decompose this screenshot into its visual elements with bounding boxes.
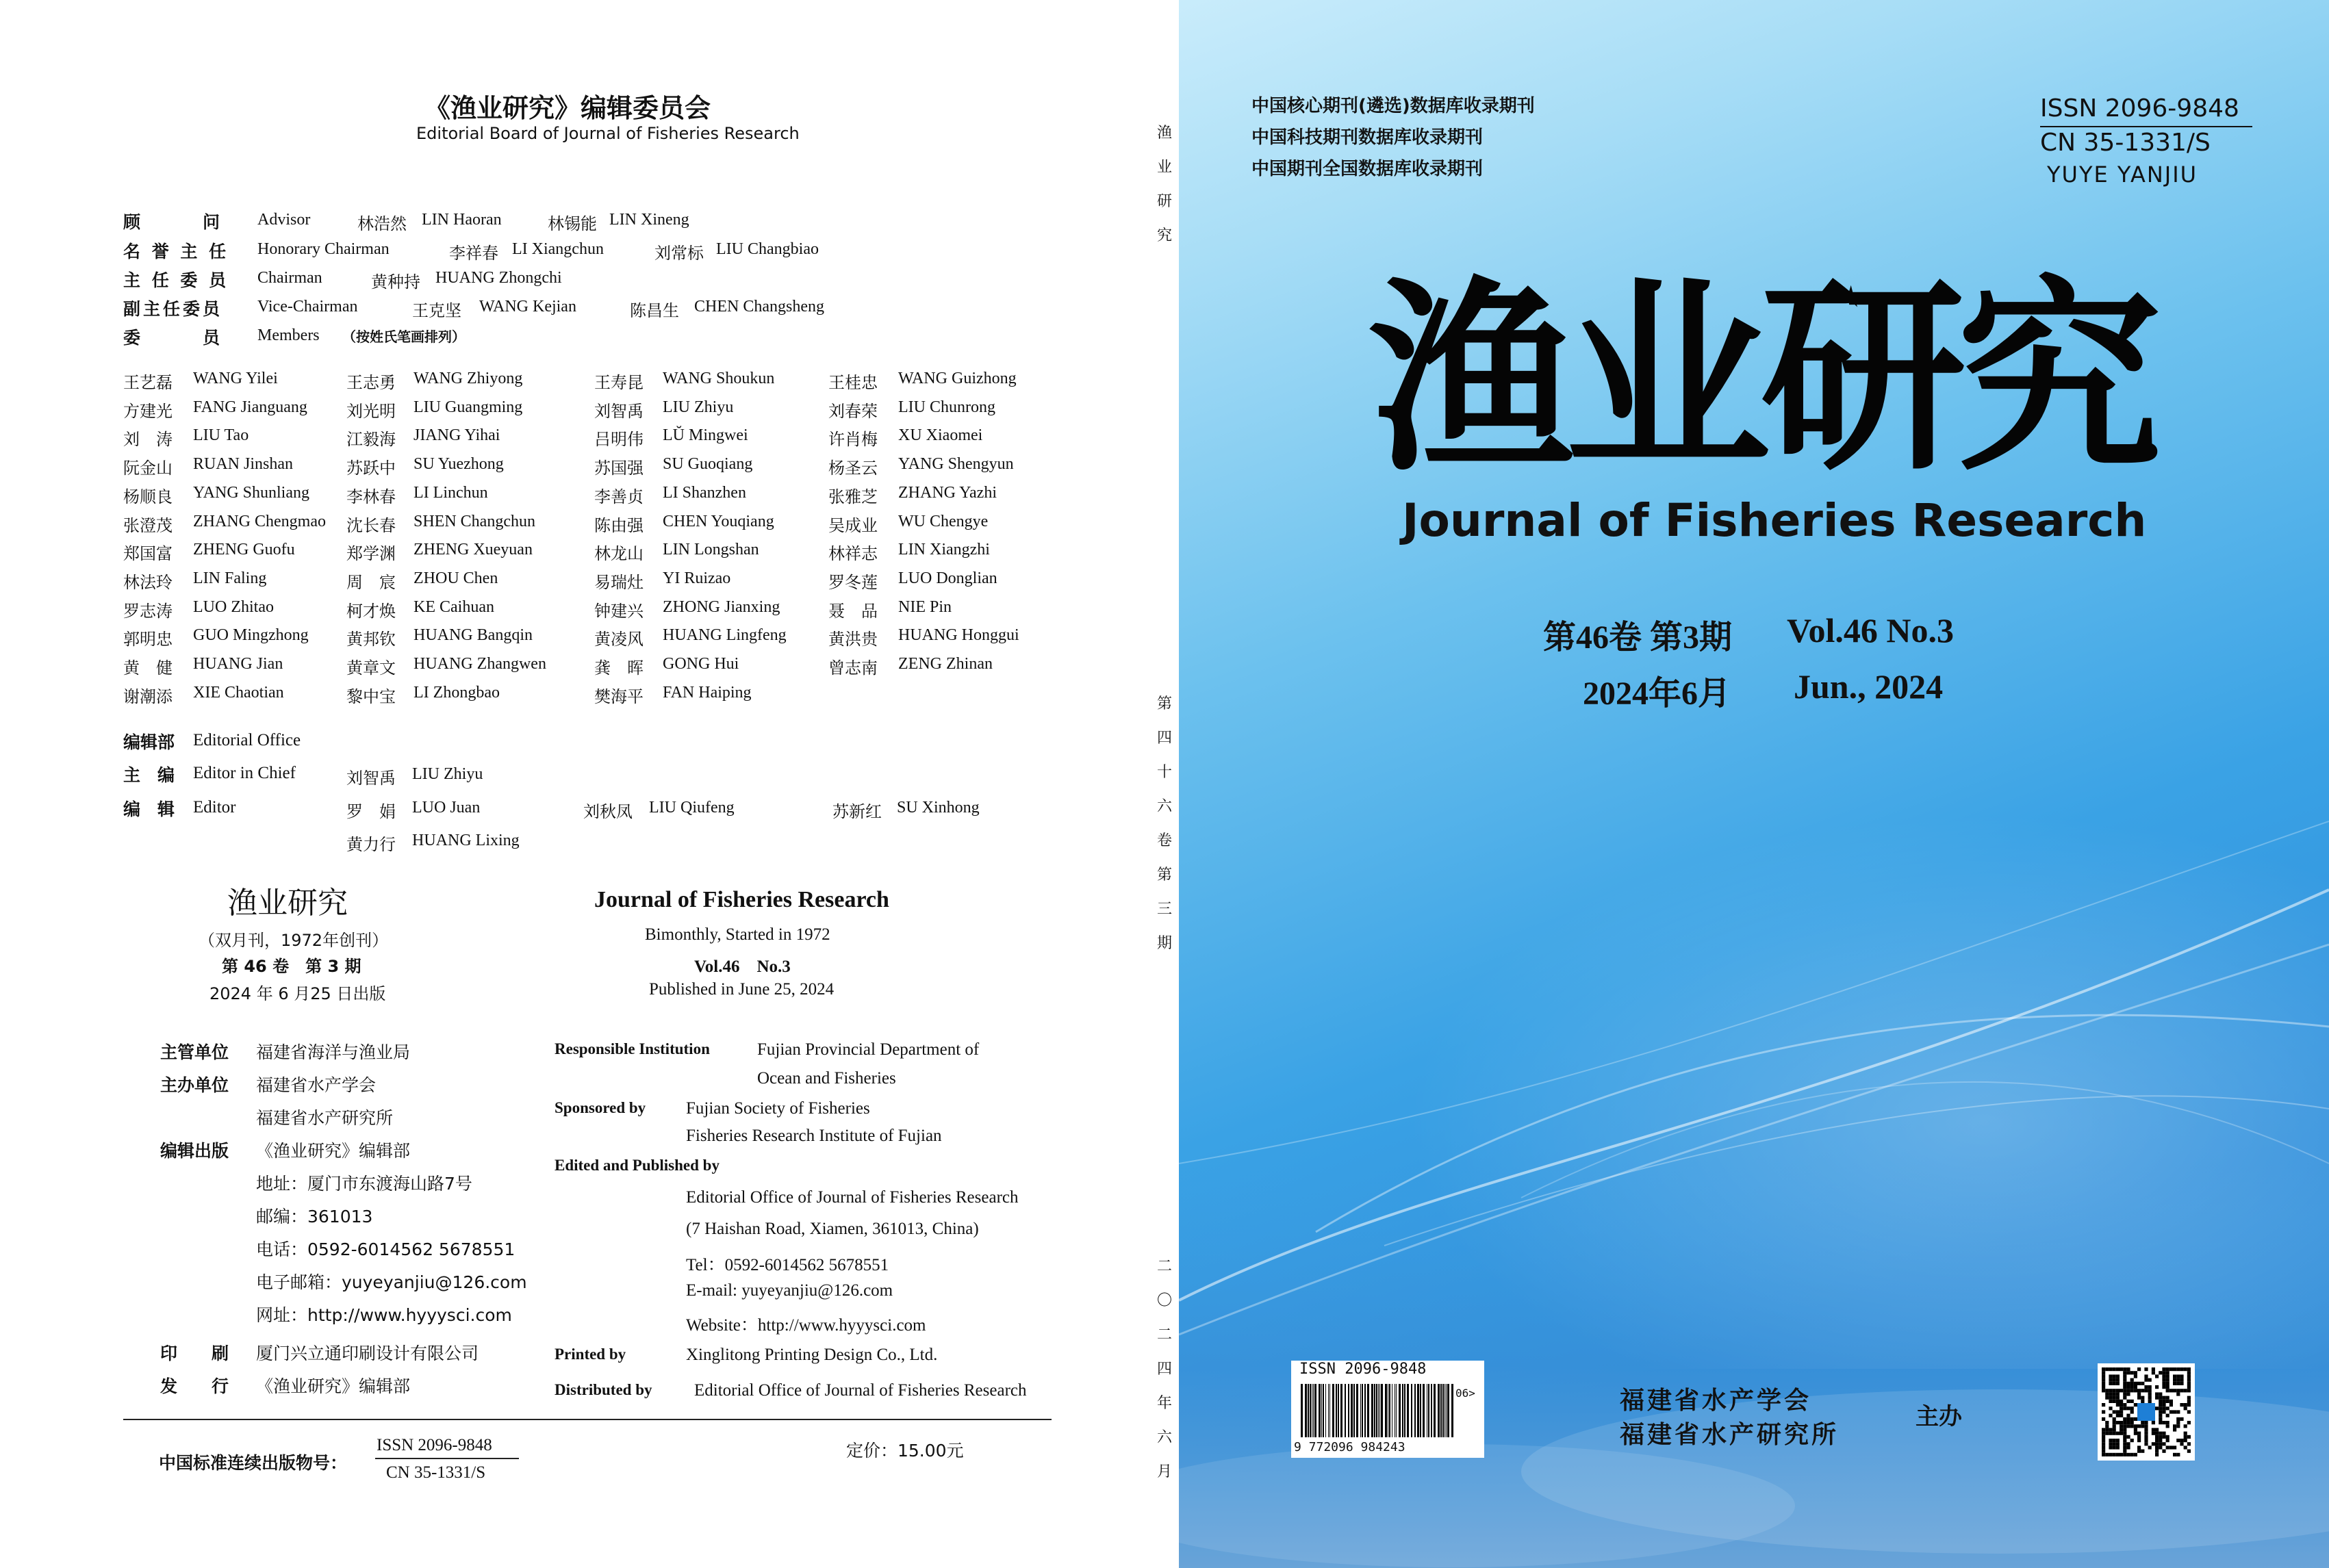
database-line-3: 中国期刊全国数据库收录期刊 — [1251, 159, 1484, 179]
member-name-en: WANG Zhiyong — [413, 370, 523, 387]
spine-char: 二 — [1156, 1326, 1172, 1344]
spine-char: 月 — [1156, 1463, 1172, 1480]
barcode-addon: 06> — [1455, 1387, 1475, 1400]
barcode-issn: ISSN 2096-9848 — [1299, 1361, 1427, 1378]
role-person-en: LI Xiangchun — [512, 240, 604, 258]
spine-char: 研 — [1156, 193, 1172, 210]
members-order-note: （按姓氏笔画排列） — [342, 329, 466, 345]
cover-date-en: Jun., 2024 — [1794, 667, 1944, 706]
member-name-zh: 李林春 — [346, 487, 396, 506]
footer-cn: CN 35-1331/S — [386, 1463, 486, 1482]
info-value-zh: 福建省水产研究所 — [256, 1108, 394, 1128]
masthead-freq-en: Bimonthly, Started in 1972 — [645, 925, 830, 944]
member-name-zh: 王志勇 — [346, 373, 396, 392]
member-name-zh: 聂 品 — [828, 601, 878, 621]
chief-name-zh: 刘智禹 — [346, 769, 396, 788]
member-name-en: LI Zhongbao — [413, 683, 500, 702]
member-name-en: ZHANG Yazhi — [898, 483, 997, 502]
member-name-en: YANG Shengyun — [898, 455, 1014, 474]
member-name-en: JIANG Yihai — [413, 426, 500, 445]
member-name-en: GUO Mingzhong — [193, 626, 309, 645]
member-name-en: ZHONG Jianxing — [663, 597, 780, 616]
role-label-en: Members — [257, 326, 320, 344]
info-value-zh: 《渔业研究》编辑部 — [256, 1141, 411, 1161]
member-name-zh: 王艺磊 — [123, 373, 173, 392]
member-name-zh: 黎中宝 — [346, 686, 396, 706]
info-value-zh: 厦门兴立通印刷设计有限公司 — [256, 1344, 479, 1363]
member-name-zh: 柯才焕 — [346, 601, 396, 621]
member-name-en: FAN Haiping — [663, 683, 752, 702]
wave-decoration — [1179, 0, 2329, 1568]
role-person-zh: 陈昌生 — [630, 301, 679, 320]
qr-pattern — [2102, 1367, 2191, 1456]
member-name-en: SU Guoqiang — [663, 455, 753, 474]
editor-name-zh: 黄力行 — [346, 835, 396, 854]
editor-label-zh: 编 辑 — [123, 799, 175, 819]
member-name-en: RUAN Jinshan — [193, 455, 294, 474]
member-name-zh: 王桂忠 — [828, 373, 878, 392]
member-name-en: ZENG Zhinan — [898, 655, 993, 673]
info-value-zh: 福建省水产学会 — [256, 1075, 377, 1095]
member-name-zh: 林法玲 — [123, 572, 173, 592]
info-value-zh: 福建省海洋与渔业局 — [256, 1042, 411, 1062]
office-label-en: Editorial Office — [193, 731, 301, 749]
member-name-zh: 周 宸 — [346, 572, 396, 592]
barcode-box — [1291, 1361, 1484, 1458]
cover-issn: ISSN 2096-9848 — [2040, 94, 2239, 123]
member-name-zh: 黄邦钦 — [346, 630, 396, 650]
info-value-en: (7 Haishan Road, Xiamen, 361013, China) — [686, 1220, 979, 1238]
serial-label: 中国标准连续出版物号： — [159, 1453, 348, 1473]
role-label-zh: 副主任委员 — [123, 299, 223, 319]
board-title-en: Editorial Board of Journal of Fisheries Research — [416, 124, 800, 143]
role-label-en: Vice-Chairman — [257, 298, 358, 316]
member-name-en: ZHENG Xueyuan — [413, 541, 533, 559]
member-name-zh: 吴成业 — [828, 515, 878, 535]
member-name-zh: 苏跃中 — [346, 459, 396, 478]
member-name-en: XIE Chaotian — [193, 683, 284, 702]
member-name-en: NIE Pin — [898, 597, 952, 616]
role-label-en: Chairman — [257, 269, 322, 287]
editor-label-en: Editor — [193, 798, 236, 817]
role-label-zh: 主 任 委 员 — [123, 270, 229, 290]
masthead-name-en: Journal of Fisheries Research — [594, 887, 889, 912]
info-value-en: Xinglitong Printing Design Co., Ltd. — [686, 1346, 938, 1364]
member-name-zh: 刘光明 — [346, 401, 396, 421]
role-label-zh: 名 誉 主 任 — [123, 242, 229, 261]
sponsor-2: 福建省水产研究所 — [1620, 1421, 1840, 1449]
role-person-en: LIN Haoran — [422, 211, 502, 229]
member-name-zh: 曾志南 — [828, 658, 878, 678]
info-label-zh: 编辑出版 — [160, 1141, 229, 1161]
member-name-zh: 林祥志 — [828, 544, 878, 564]
info-label-en: Sponsored by — [555, 1099, 646, 1116]
member-name-en: FANG Jianguang — [193, 398, 307, 416]
spine-char: 六 — [1156, 1429, 1172, 1446]
info-value-zh: 网址：http://www.hyyysci.com — [256, 1305, 512, 1325]
member-name-en: LIU Chunrong — [898, 398, 995, 416]
editor-name-en: HUANG Lixing — [412, 832, 520, 849]
member-name-en: XU Xiaomei — [898, 426, 983, 445]
editor-name-en: SU Xinhong — [897, 799, 980, 817]
member-name-zh: 郑国富 — [123, 544, 173, 564]
member-name-zh: 易瑞灶 — [594, 572, 644, 592]
role-person-en: LIN Xineng — [609, 211, 689, 229]
info-value-en: Editorial Office of Journal of Fisheries Research — [694, 1381, 1027, 1400]
member-name-en: LI Linchun — [413, 483, 488, 502]
member-name-zh: 陈由强 — [594, 515, 644, 535]
info-value-zh: 电子邮箱：yuyeyanjiu@126.com — [256, 1272, 527, 1292]
member-name-en: LIN Longshan — [663, 541, 759, 559]
member-name-en: HUANG Zhangwen — [413, 655, 546, 673]
member-name-zh: 杨顺良 — [123, 487, 173, 506]
info-label-zh: 主管单位 — [160, 1042, 229, 1062]
member-name-zh: 江毅海 — [346, 430, 396, 450]
office-label-zh: 编辑部 — [123, 732, 175, 752]
role-person-en: HUANG Zhongchi — [435, 269, 562, 287]
info-value-en: E-mail: yuyeyanjiu@126.com — [686, 1281, 893, 1300]
spine-char: 年 — [1156, 1395, 1172, 1412]
sponsor-label: 主办 — [1916, 1403, 1962, 1430]
info-label-en: Printed by — [555, 1346, 626, 1363]
spine-char: 究 — [1156, 227, 1172, 244]
spine-char: 业 — [1156, 159, 1172, 176]
member-name-en: LIU Tao — [193, 426, 249, 445]
info-value-en: Fisheries Research Institute of Fujian — [686, 1127, 942, 1145]
member-name-en: WANG Yilei — [193, 370, 278, 387]
spine-char: 期 — [1156, 935, 1172, 952]
info-value-en: Ocean and Fisheries — [757, 1069, 896, 1088]
member-name-zh: 罗冬莲 — [828, 572, 878, 592]
role-label-zh: 委 员 — [123, 328, 223, 348]
member-name-zh: 谢潮添 — [123, 686, 173, 706]
chief-label-zh: 主 编 — [123, 765, 175, 785]
member-name-zh: 林龙山 — [594, 544, 644, 564]
front-cover — [1179, 0, 2329, 1568]
member-name-en: LUO Zhitao — [193, 597, 274, 616]
issn-divider — [2040, 126, 2252, 127]
member-name-zh: 方建光 — [123, 401, 173, 421]
member-name-en: KE Caihuan — [413, 597, 494, 616]
info-value-zh: 电话：0592-6014562 5678551 — [256, 1239, 516, 1259]
footer-fraction-line — [375, 1458, 519, 1459]
info-value-en: Tel：0592-6014562 5678551 — [686, 1256, 889, 1274]
database-line-2: 中国科技期刊数据库收录期刊 — [1251, 127, 1484, 148]
member-name-zh: 王寿昆 — [594, 373, 644, 392]
member-name-en: HUANG Honggui — [898, 626, 1019, 645]
member-name-zh: 沈长春 — [346, 515, 396, 535]
sponsor-1: 福建省水产学会 — [1620, 1387, 1812, 1415]
cover-pinyin: YUYE YANJIU — [2047, 162, 2198, 188]
spine-char: 六 — [1156, 798, 1172, 815]
role-label-en: Advisor — [257, 211, 311, 229]
member-name-en: LŬ Mingwei — [663, 426, 748, 445]
info-value-en: Fujian Provincial Department of — [757, 1040, 980, 1059]
board-title-zh: 《渔业研究》编辑委员会 — [424, 93, 711, 123]
footer-issn: ISSN 2096-9848 — [377, 1436, 492, 1454]
editor-name-en: LIU Qiufeng — [649, 799, 735, 817]
cover-date-zh: 2024年6月 — [1583, 676, 1731, 712]
editor-name-zh: 刘秋凤 — [583, 802, 633, 821]
masthead-name-zh: 渔业研究 — [227, 886, 348, 921]
spine-char: 〇 — [1156, 1292, 1172, 1309]
cover-vol-zh: 第46卷 第3期 — [1543, 619, 1733, 656]
info-label-zh: 主办单位 — [160, 1075, 229, 1095]
member-name-zh: 郭明忠 — [123, 630, 173, 650]
member-name-en: LUO Donglian — [898, 569, 997, 587]
member-name-en: HUANG Lingfeng — [663, 626, 787, 645]
member-name-zh: 樊海平 — [594, 686, 644, 706]
member-name-zh: 李善贞 — [594, 487, 644, 506]
role-person-zh: 刘常标 — [654, 244, 704, 263]
spine-char: 第 — [1156, 866, 1172, 884]
member-name-en: SU Yuezhong — [413, 455, 504, 474]
masthead-freq-zh: （双月刊，1972年创刊） — [199, 931, 389, 950]
spine-char: 四 — [1156, 730, 1172, 747]
member-name-en: HUANG Bangqin — [413, 626, 533, 645]
member-name-zh: 黄洪贵 — [828, 630, 878, 650]
member-name-en: LIU Zhiyu — [663, 398, 734, 416]
member-name-en: WANG Guizhong — [898, 370, 1017, 387]
spine-char: 卷 — [1156, 832, 1172, 849]
member-name-zh: 张澄茂 — [123, 515, 173, 535]
member-name-en: YANG Shunliang — [193, 483, 310, 502]
member-name-en: ZHOU Chen — [413, 569, 498, 587]
editor-name-zh: 罗 娟 — [346, 802, 396, 821]
member-name-en: YI Ruizao — [663, 569, 731, 587]
spine-char: 二 — [1156, 1258, 1172, 1275]
member-name-zh: 龚 晖 — [594, 658, 644, 678]
role-person-en: CHEN Changsheng — [694, 298, 824, 316]
member-name-zh: 吕明伟 — [594, 430, 644, 450]
member-name-en: LIN Xiangzhi — [898, 541, 990, 559]
member-name-zh: 刘 涛 — [123, 430, 173, 450]
member-name-zh: 苏国强 — [594, 459, 644, 478]
spine-char: 第 — [1156, 695, 1172, 712]
masthead-date-en: Published in June 25, 2024 — [649, 980, 835, 999]
cover-title-zh: 渔业研究 — [1369, 257, 2152, 498]
barcode-number: 9 772096 984243 — [1294, 1440, 1405, 1454]
masthead-vol-zh: 第 46 卷 第 3 期 — [222, 957, 361, 976]
member-name-zh: 许肖梅 — [828, 430, 878, 450]
barcode-icon — [1298, 1384, 1476, 1439]
info-label-zh: 发 行 — [160, 1376, 229, 1396]
member-name-zh: 刘春荣 — [828, 401, 878, 421]
member-name-en: CHEN Youqiang — [663, 512, 774, 530]
role-person-zh: 林浩然 — [357, 214, 407, 233]
masthead-vol-en: Vol.46 No.3 — [694, 957, 791, 976]
member-name-en: GONG Hui — [663, 655, 739, 673]
info-value-en: Editorial Office of Journal of Fisheries Research — [686, 1188, 1019, 1207]
chief-label-en: Editor in Chief — [193, 764, 296, 782]
spine-char: 四 — [1156, 1361, 1172, 1378]
member-name-zh: 张雅芝 — [828, 487, 878, 506]
spine — [1136, 0, 1179, 1568]
member-name-zh: 杨圣云 — [828, 459, 878, 478]
member-name-zh: 阮金山 — [123, 459, 173, 478]
role-label-en: Honorary Chairman — [257, 240, 390, 258]
member-name-zh: 黄凌风 — [594, 630, 644, 650]
member-name-zh: 黄 健 — [123, 658, 173, 678]
footer-price: 定价：15.00元 — [846, 1441, 964, 1461]
member-name-zh: 钟建兴 — [594, 601, 644, 621]
role-label-zh: 顾 问 — [123, 212, 223, 232]
info-label-en: Edited and Published by — [555, 1157, 720, 1174]
masthead-date-zh: 2024 年 6 月25 日出版 — [209, 984, 386, 1003]
info-value-zh: 邮编：361013 — [256, 1207, 373, 1226]
cover-vol-en: Vol.46 No.3 — [1787, 611, 1955, 650]
role-person-zh: 林锡能 — [548, 214, 597, 233]
qr-code-icon[interactable] — [2098, 1363, 2195, 1461]
chief-name-en: LIU Zhiyu — [412, 765, 483, 783]
info-value-en: Website：http://www.hyyysci.com — [686, 1316, 926, 1335]
member-name-en: SHEN Changchun — [413, 512, 535, 530]
member-name-en: LIN Faling — [193, 569, 267, 587]
role-person-en: WANG Kejian — [479, 298, 576, 316]
editor-name-en: LUO Juan — [412, 799, 481, 817]
member-name-en: LI Shanzhen — [663, 483, 746, 502]
role-person-zh: 李祥春 — [449, 244, 498, 263]
member-name-zh: 刘智禹 — [594, 401, 644, 421]
member-name-zh: 罗志涛 — [123, 601, 173, 621]
footer-divider — [123, 1419, 1052, 1420]
role-person-zh: 黄种持 — [371, 272, 420, 292]
info-value-zh: 地址：厦门市东渡海山路7号 — [256, 1174, 472, 1194]
cover-cn: CN 35-1331/S — [2040, 129, 2211, 157]
member-name-en: ZHENG Guofu — [193, 541, 295, 559]
member-name-en: ZHANG Chengmao — [193, 512, 326, 530]
info-label-en: Distributed by — [555, 1381, 652, 1398]
member-name-en: HUANG Jian — [193, 655, 283, 673]
spine-char: 十 — [1156, 764, 1172, 781]
role-person-zh: 王克坚 — [412, 301, 461, 320]
database-line-1: 中国核心期刊(遴选)数据库收录期刊 — [1251, 96, 1535, 116]
info-value-en: Fujian Society of Fisheries — [686, 1099, 870, 1118]
info-value-zh: 《渔业研究》编辑部 — [256, 1376, 411, 1396]
spine-char: 渔 — [1156, 125, 1172, 142]
cover-title-en: Journal of Fisheries Research — [1402, 494, 2147, 547]
info-label-en: Responsible Institution — [555, 1040, 710, 1057]
info-label-zh: 印 刷 — [160, 1344, 229, 1363]
member-name-en: WU Chengye — [898, 512, 989, 530]
member-name-en: LIU Guangming — [413, 398, 523, 416]
member-name-en: WANG Shoukun — [663, 370, 775, 387]
spine-char: 三 — [1156, 901, 1172, 918]
editor-name-zh: 苏新红 — [832, 802, 882, 821]
member-name-zh: 黄章文 — [346, 658, 396, 678]
member-name-zh: 郑学渊 — [346, 544, 396, 564]
role-person-en: LIU Changbiao — [716, 240, 819, 258]
